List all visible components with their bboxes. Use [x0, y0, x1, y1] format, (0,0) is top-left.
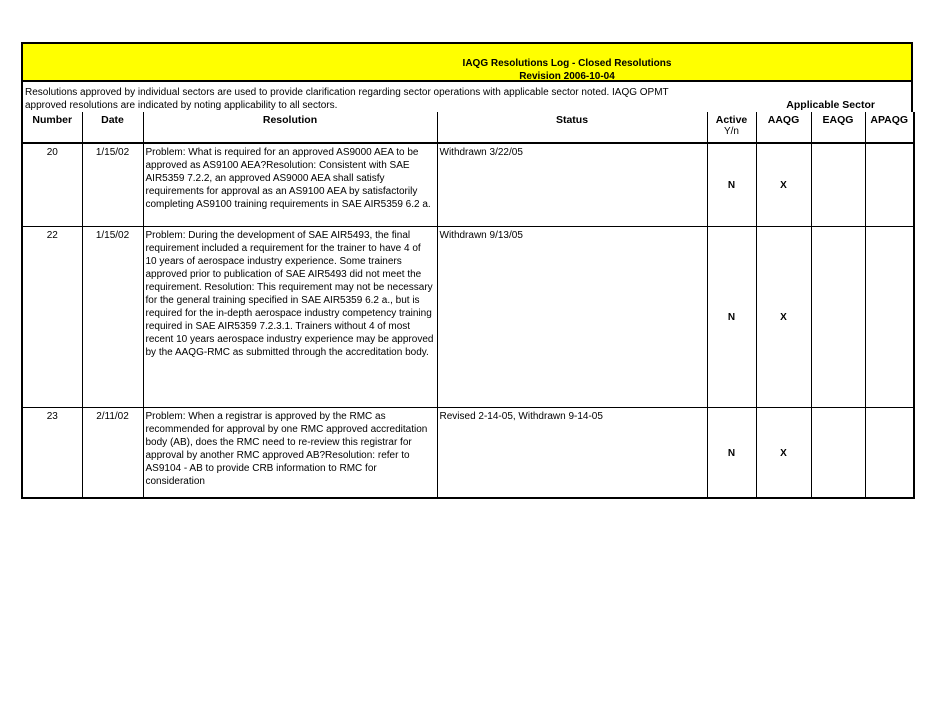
col-header-date: Date	[82, 112, 143, 143]
col-header-active-label: Active	[715, 114, 748, 126]
row-number: 22	[22, 226, 82, 407]
row-number: 20	[22, 143, 82, 226]
row-active: N	[707, 143, 756, 226]
row-eaqg	[811, 143, 865, 226]
col-header-resolution: Resolution	[143, 112, 437, 143]
row-number: 23	[22, 407, 82, 498]
col-header-apaqg: APAQG	[865, 112, 914, 143]
resolutions-log-sheet	[21, 42, 913, 499]
row-resolution: Problem: During the development of SAE AIR5493, the final requirement included a requirement for the trainer to have 4 of 10 years of aerospace industry experience. Some trainers approved prior to publication of SAE AIR5493 did not meet the requirement. Resolution: This requirement may not be necessary for the general training specified in SAE AIR5359 6.2 a., but is required for the in-depth aerospace industry competency training required in SAE AIR5359 7.2.3.1. Trainers without 4 of most recent 10 years aerospace industry experience may be approved by the AAQG-RMC as submitted through the accreditation body.	[143, 226, 437, 407]
table-header-row	[22, 112, 914, 143]
table-row	[22, 143, 914, 226]
row-eaqg	[811, 407, 865, 498]
applicable-sector-heading: Applicable Sector	[786, 99, 875, 111]
intro-note	[21, 82, 913, 112]
row-date: 1/15/02	[82, 143, 143, 226]
row-aaqg: X	[756, 226, 811, 407]
log-revision: Revision 2006-10-04	[519, 71, 615, 82]
row-active: N	[707, 407, 756, 498]
col-header-active	[707, 112, 756, 143]
row-aaqg: X	[756, 143, 811, 226]
col-header-eaqg: EAQG	[811, 112, 865, 143]
resolutions-table	[21, 112, 915, 499]
table-row	[22, 407, 914, 498]
row-date: 1/15/02	[82, 226, 143, 407]
row-apaqg	[865, 143, 914, 226]
row-eaqg	[811, 226, 865, 407]
row-status: Withdrawn 9/13/05	[437, 226, 707, 407]
col-header-active-sub: Y/n	[723, 126, 739, 137]
row-apaqg	[865, 407, 914, 498]
intro-text: Resolutions approved by individual sectors are used to provide clarification regarding sector operations with applicable sector noted. IAQG OPMT approved resolutions are indicated by noting applicability to all sectors.	[25, 87, 669, 111]
col-header-aaqg: AAQG	[756, 112, 811, 143]
row-resolution: Problem: What is required for an approved AS9000 AEA to be approved as AS9100 AEA?Resolution: Consistent with SAE AIR5359 7.2.2, an approved AS9000 AEA shall satisfy requirements for approval as an AS9100 AEA by satisfactorily completing AS9100 training requirements in SAE AIR5359 6.2 a.	[143, 143, 437, 226]
row-aaqg: X	[756, 407, 811, 498]
title-band	[21, 42, 913, 82]
log-title: IAQG Resolutions Log - Closed Resolutions	[462, 58, 672, 69]
row-apaqg	[865, 226, 914, 407]
col-header-status: Status	[437, 112, 707, 143]
row-active: N	[707, 226, 756, 407]
table-row	[22, 226, 914, 407]
col-header-number: Number	[22, 112, 82, 143]
row-status: Withdrawn 3/22/05	[437, 143, 707, 226]
row-resolution: Problem: When a registrar is approved by the RMC as recommended for approval by one RMC approved accreditation body (AB), does the RMC need to re-review this registrar for approval by another RMC approved AB?Resolution: refer to AS9104 - AB to provide CRB information to RMC for consideration	[143, 407, 437, 498]
row-status: Revised 2-14-05, Withdrawn 9-14-05	[437, 407, 707, 498]
row-date: 2/11/02	[82, 407, 143, 498]
